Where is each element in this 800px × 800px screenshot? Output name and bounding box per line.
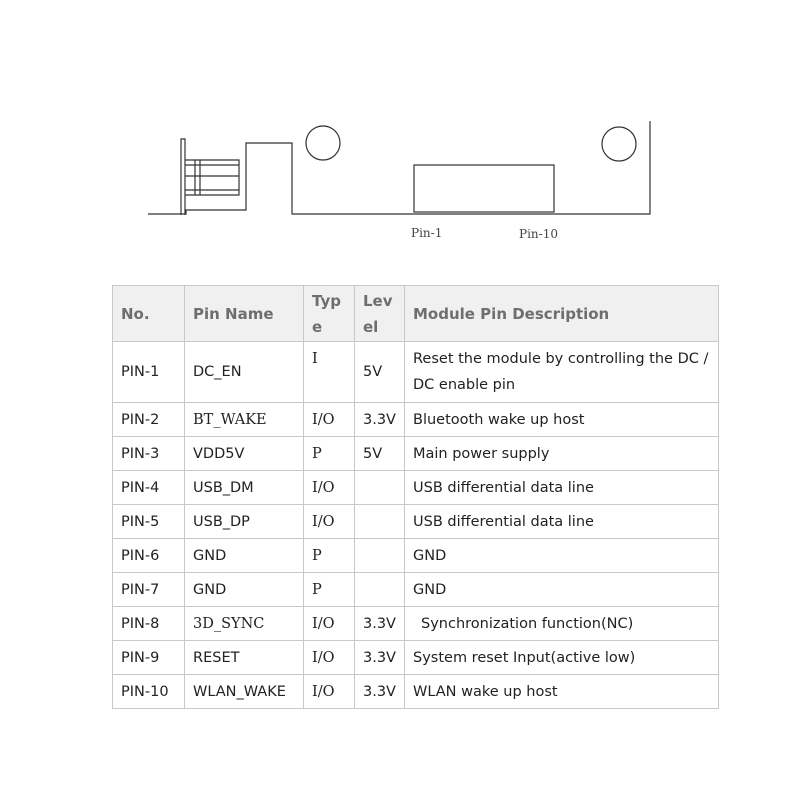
header-level: Level	[355, 286, 405, 342]
pin-name: USB_DM	[185, 471, 304, 505]
header-pin-name: Pin Name	[185, 286, 304, 342]
pin-type: I/O	[304, 641, 355, 675]
pin-header	[414, 165, 554, 212]
pin-no: PIN-5	[113, 505, 185, 539]
table-row	[113, 539, 719, 573]
header-type: Type	[304, 286, 355, 342]
pin-name: RESET	[185, 641, 304, 675]
pin-name: GND	[185, 539, 304, 573]
table-row	[113, 675, 719, 709]
pin-type: P	[304, 437, 355, 471]
pin-description: GND	[405, 539, 719, 573]
table-row	[113, 471, 719, 505]
pin-name: GND	[185, 573, 304, 607]
pin-level	[355, 539, 405, 573]
pin-10-label: Pin-10	[519, 227, 558, 241]
pin-description: System reset Input(active low)	[405, 641, 719, 675]
pin-1-label: Pin-1	[411, 226, 443, 240]
pin-no: PIN-4	[113, 471, 185, 505]
pin-name: BT_WAKE	[185, 403, 304, 437]
table-row	[113, 403, 719, 437]
pin-type: I/O	[304, 675, 355, 709]
mounting-hole-right	[602, 127, 636, 161]
mounting-hole-left	[306, 126, 340, 160]
pin-no: PIN-6	[113, 539, 185, 573]
pin-description: Reset the module by controlling the DC / DC enable pin	[405, 342, 719, 403]
pin-description: Bluetooth wake up host	[405, 403, 719, 437]
header-no: No.	[113, 286, 185, 342]
pin-level: 3.3V	[355, 675, 405, 709]
pin-type: I/O	[304, 471, 355, 505]
pin-level: 5V	[355, 342, 405, 403]
pin-type: P	[304, 539, 355, 573]
pin-no: PIN-9	[113, 641, 185, 675]
table-row	[113, 342, 719, 403]
pin-description: USB differential data line	[405, 505, 719, 539]
pin-name: DC_EN	[185, 342, 304, 403]
pin-level	[355, 471, 405, 505]
board-outline	[148, 121, 650, 214]
mounting-bracket	[181, 139, 185, 215]
pin-type: P	[304, 573, 355, 607]
pin-description: Synchronization function(NC)	[405, 607, 719, 641]
pin-name: WLAN_WAKE	[185, 675, 304, 709]
table-row	[113, 505, 719, 539]
table-row	[113, 573, 719, 607]
module-outline-diagram	[0, 0, 800, 260]
pin-level: 3.3V	[355, 641, 405, 675]
pin-no: PIN-2	[113, 403, 185, 437]
pin-name: 3D_SYNC	[185, 607, 304, 641]
pin-definition-table	[112, 285, 719, 709]
pin-level: 3.3V	[355, 403, 405, 437]
pin-level	[355, 505, 405, 539]
pin-level: 3.3V	[355, 607, 405, 641]
pin-level	[355, 573, 405, 607]
pin-no: PIN-1	[113, 342, 185, 403]
table-header-row	[113, 286, 719, 342]
pin-no: PIN-8	[113, 607, 185, 641]
pin-description: Main power supply	[405, 437, 719, 471]
pin-type: I/O	[304, 403, 355, 437]
pin-type: I/O	[304, 505, 355, 539]
pin-name: VDD5V	[185, 437, 304, 471]
pin-level: 5V	[355, 437, 405, 471]
pin-no: PIN-3	[113, 437, 185, 471]
pin-description: WLAN wake up host	[405, 675, 719, 709]
pin-type: I/O	[304, 607, 355, 641]
table-row	[113, 607, 719, 641]
table-row	[113, 641, 719, 675]
pin-name: USB_DP	[185, 505, 304, 539]
pin-description: GND	[405, 573, 719, 607]
table-row	[113, 437, 719, 471]
pin-type: I	[304, 342, 355, 403]
header-description: Module Pin Description	[405, 286, 719, 342]
pin-no: PIN-10	[113, 675, 185, 709]
pin-description: USB differential data line	[405, 471, 719, 505]
pin-no: PIN-7	[113, 573, 185, 607]
